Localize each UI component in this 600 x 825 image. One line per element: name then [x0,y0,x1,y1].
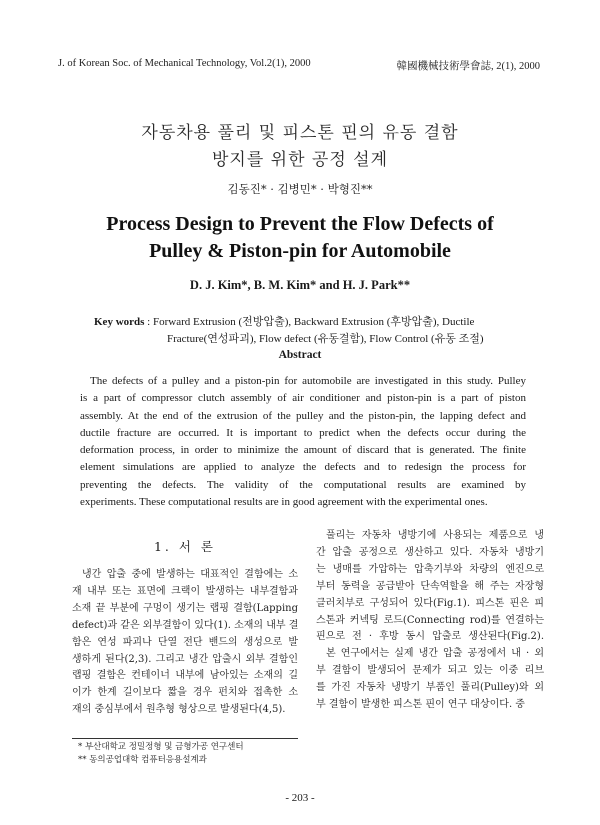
section-heading: 1. 서 론 [153,539,217,554]
body-column-left [72,567,298,719]
footnote-line: * 부산대학교 정밀정형 및 금형가공 연구센터 [78,742,244,752]
paragraph-line: 이가 한계 길이보다 짧을 경우 펀치와 접촉한 소 [72,687,298,699]
paragraph-line: 클러치부로 구성되어 있다(Fig.1). 피스톤 핀은 피 [316,597,544,609]
paragraph-line: 간 압출 공정으로 생산하고 있다. 자동차 냉방기 [316,546,544,558]
abstract-line: The defects of a pulley and a piston-pin for automobile are investigated in this study. Pulley [90,375,526,387]
paragraph-line: 를 가진 자동차 냉방기 부품인 풀리(Pulley)와 외 [316,682,544,694]
paragraph-line: 는 냉매를 가압하는 압축기부와 차량의 엔진으로 [316,563,544,575]
paragraph-line: 냉간 압출 중에 발생하는 대표적인 결함에는 소 [82,569,298,580]
korean-title-line-2: 방지를 위한 공정 설계 [211,150,388,170]
paragraph-line: 풀리는 자동차 냉방기에 사용되는 제품으로 냉 [326,530,544,541]
page-number: - 203 - [285,792,315,804]
abstract-line: experiments. These computational results are in good agreement with the experimental ones. [80,496,488,509]
paragraph-line: 재의 중심부에서 원추형 형상으로 발생된다(4,5). [72,704,286,716]
paragraph-line: 함은 연성 파괴나 단열 전단 밴드의 생성으로 발 [72,636,298,648]
footnote-divider [72,738,298,739]
keywords-line-1 [94,314,534,331]
keywords-label: Key words [94,316,145,328]
footnotes [78,741,308,767]
abstract-line: ductile fracture are occurred. It is important to predict when the defects occur during the [80,426,526,439]
paragraph-line: 부 결함이 발생되어 문제가 되고 있는 이중 리브 [316,665,544,677]
paragraph-line: 부터 동력을 공급받아 단속역할을 해 주는 자장형 [316,580,544,592]
paragraph-line: 핀으로 전 · 후방 동시 압출로 생산된다(Fig.2). [316,631,544,643]
abstract-line: assembly. At the end of the extrusion of the pulley and the piston-pin, the lapping defect and [80,409,526,422]
abstract-line: is a part of compressor clutch assembly of air conditioner and piston-pin is a part of piston [80,392,526,405]
paragraph-line: 재 내부 또는 표면에 크랙이 발생하는 내부결함과 [72,585,298,597]
paragraph-line: defect)과 같은 외부결함이 있다(1). 소재의 내부 결 [72,619,298,631]
abstract-line: element simulations are applied to analyze the defects and to redesign the process for [80,461,526,474]
body-column-right [316,528,544,714]
english-authors: D. J. Kim*, B. M. Kim* and H. J. Park** [189,278,411,292]
paragraph-line: 소재 끝 부분에 구멍이 생기는 랩핑 결함(Lapping [72,602,298,614]
keywords-text-1: : Forward Extrusion (전방압출), Backward Extrusion (후방압출), Ductile [144,316,475,328]
abstract-line: deformation process, in order to minimize the amount of discard that is generated. The finite [80,444,526,457]
paragraph-line: 부 결함이 발생한 피스톤 핀이 연구 대상이다. 중 [316,699,525,711]
keywords-block [94,314,534,348]
abstract-heading: Abstract [278,349,322,361]
paragraph-line: 생하게 된다(2,3). 그리고 냉간 압출시 외부 결함인 [72,653,298,665]
keywords-line-2: Fracture(연성파괴), Flow defect (유동결함), Flow Control (유동 조절) [167,333,484,345]
paragraph-line: 랩핑 결함은 컨테이너 내부에 남아있는 소재의 길 [72,670,298,682]
running-header-left: J. of Korean Soc. of Mechanical Technology, Vol.2(1), 2000 [58,58,311,69]
paragraph-line: 본 연구에서는 실제 냉간 압출 공정에서 내 · 외 [326,648,544,660]
abstract-line: preventing the defects. The validity of the computational results are examined by [80,478,526,491]
english-title-line-2: Pulley & Piston-pin for Automobile [149,240,451,262]
running-header-right: 韓國機械技術學會誌, 2(1), 2000 [396,61,540,72]
english-title-line-1: Process Design to Prevent the Flow Defects of [106,213,494,235]
abstract-body [80,373,526,511]
footnote-line: ** 동의공업대학 컴퓨터응용설계과 [78,755,207,765]
paragraph-line: 스톤과 커넥팅 로드(Connecting rod)를 연결하는 [316,614,544,626]
korean-title-line-1: 자동차용 풀리 및 피스톤 핀의 유동 결함 [141,123,459,143]
korean-authors: 김동진* · 김병민* · 박형진** [227,182,373,196]
